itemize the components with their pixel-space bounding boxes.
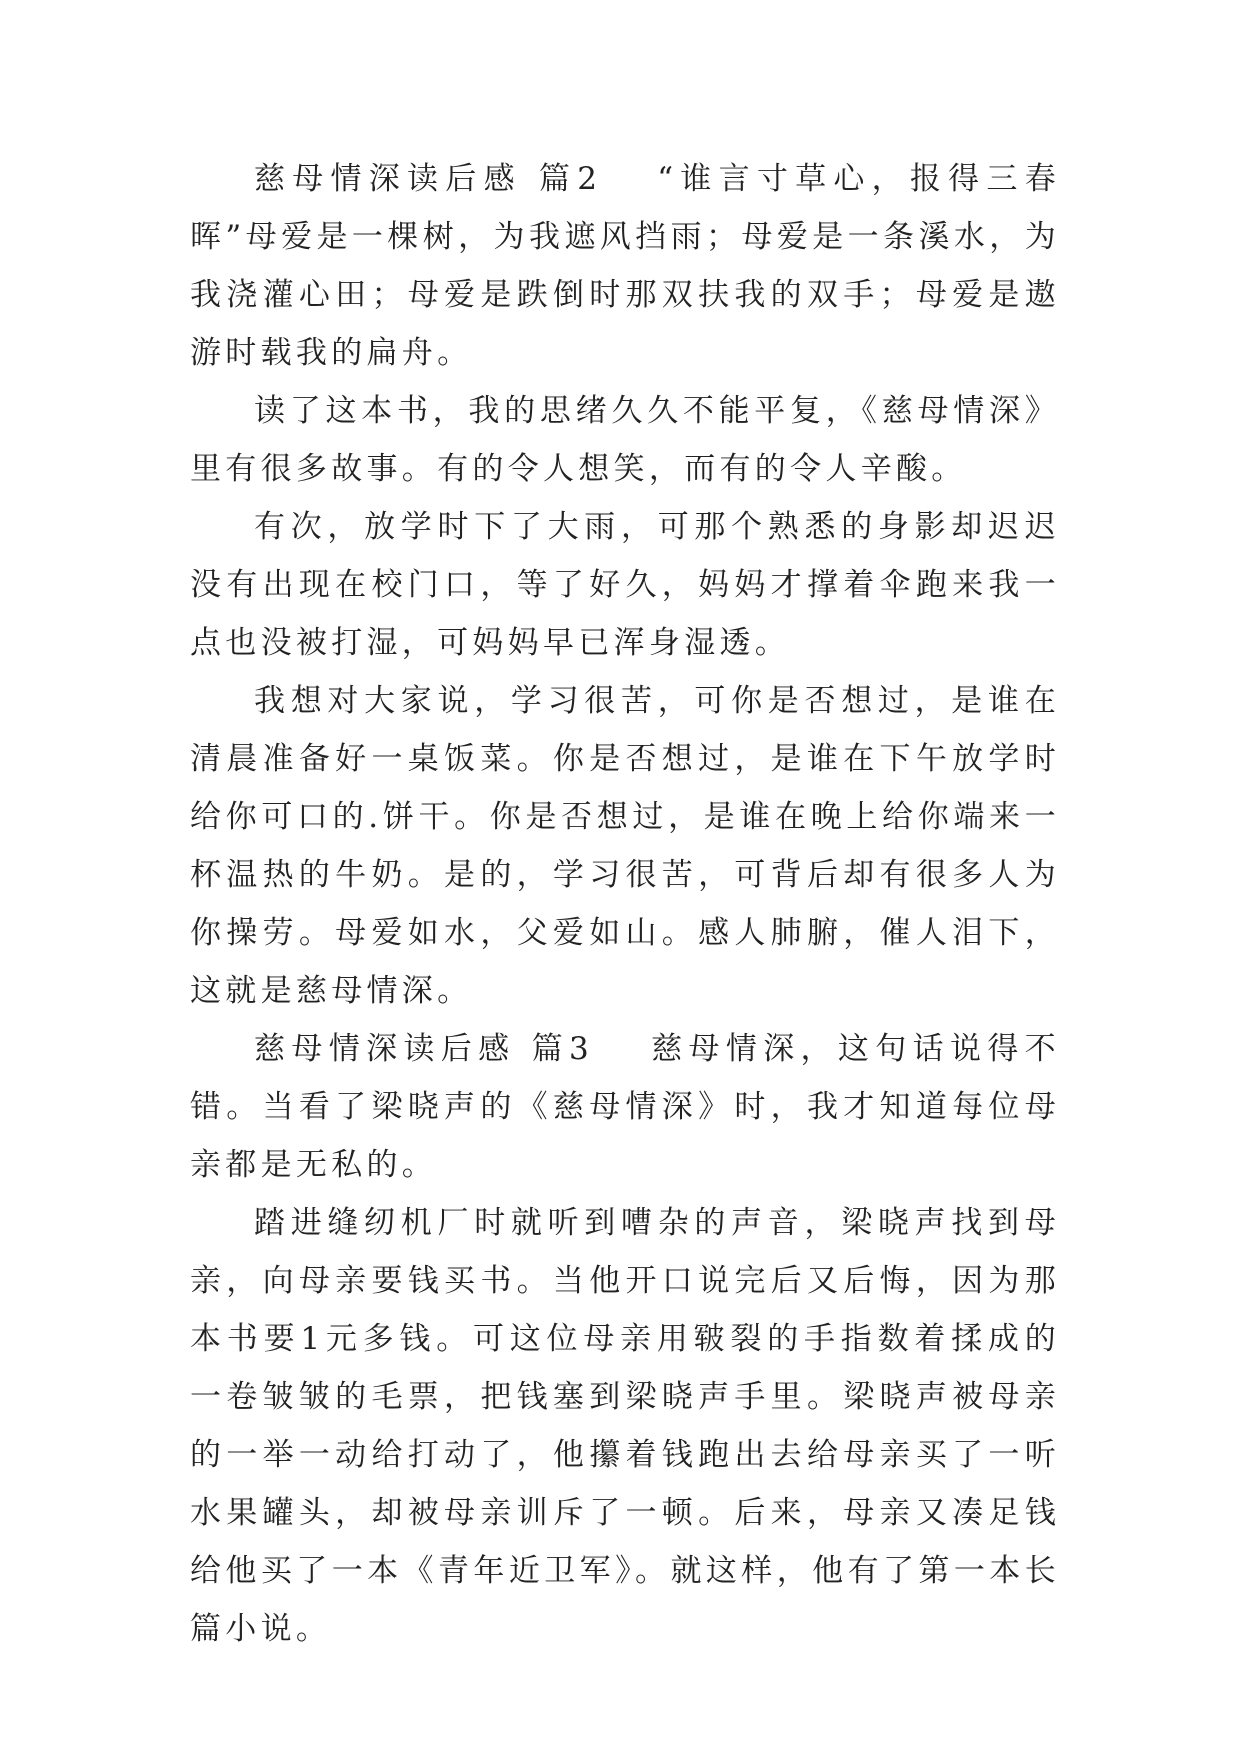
- essay-lead-3: 慈母情深，这句话说得不错。: [190, 1031, 1060, 1125]
- paragraph-essay-2-intro: [190, 150, 1060, 382]
- paragraph-study-message: 我想对大家说，学习很苦，可你是否想过，是谁在清晨准备好一桌饭菜。你是否想过，是谁在下午放学时给你可口的.饼干。你是否想过，是谁在晚上给你端来一杯温热的牛奶。是的，学习很苦，可背后却有很多人为你操劳。母爱如水，父爱如山。感人肺腑，催人泪下，这就是慈母情深。: [190, 683, 1060, 1009]
- paragraph-rain-story: 有次，放学时下了大雨，可那个熟悉的身影却迟迟没有出现在校门口，等了好久，妈妈才撑着伞跑来我一点也没被打湿，可妈妈早已浑身湿透。: [190, 509, 1060, 661]
- paragraph-text: 母爱是一棵树，为我遮风挡雨；母爱是一条溪水，为我浇灌心田；母爱是跌倒时那双扶我的双手；母爱是遨游时载我的扁舟。: [190, 219, 1060, 371]
- essay-heading-2: 慈母情深读后感 篇2: [254, 161, 602, 197]
- document-body: [190, 150, 1060, 1658]
- paragraph-essay-3-intro: [190, 1020, 1060, 1194]
- paragraph-factory-story: 踏进缝纫机厂时就听到嘈杂的声音，梁晓声找到母亲，向母亲要钱买书。当他开口说完后又后悔，因为那本书要1元多钱。可这位母亲用皲裂的手指数着揉成的一卷皱皱的毛票，把钱塞到梁晓声手里。梁晓声被母亲的一举一动给打动了，他攥着钱跑出去给母亲买了一听水果罐头，却被母亲训斥了一顿。后来，母亲又凑足钱给他买了一本《青年近卫军》。就这样，他有了第一本长篇小说。: [190, 1205, 1060, 1647]
- essay-lead-quote-2: “谁言寸草心，报得三春晖”: [190, 161, 1060, 255]
- paragraph-text: 当看了梁晓声的《慈母情深》时，我才知道每位母亲都是无私的。: [190, 1089, 1060, 1183]
- paragraph-book-reflection: 读了这本书，我的思绪久久不能平复，《慈母情深》里有很多故事。有的令人想笑，而有的令人辛酸。: [190, 393, 1060, 487]
- essay-heading-3: 慈母情深读后感 篇3: [254, 1031, 594, 1067]
